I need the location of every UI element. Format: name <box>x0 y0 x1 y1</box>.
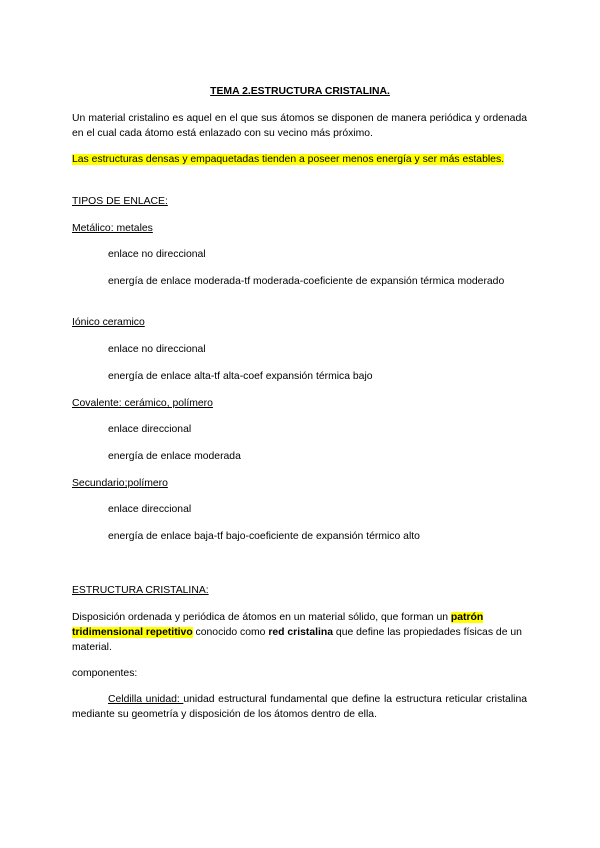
bond-heading-ionico: Iónico ceramico <box>72 317 145 328</box>
estructura-text: que define las propiedades físicas de un material. <box>72 627 522 653</box>
highlight-note <box>72 152 527 167</box>
red-cristalina-term: red cristalina <box>268 627 334 638</box>
celdilla-term: Celdilla unidad: <box>108 694 184 705</box>
estructura-text: conocido como <box>192 627 269 638</box>
bond-item: enlace no direccional <box>108 344 206 355</box>
bond-heading-metalico: Metálico: metales <box>72 223 153 234</box>
bond-item: energía de enlace baja-tf bajo-coeficiente de expansión térmico alto <box>108 531 420 542</box>
celdilla-definition: unidad estructural fundamental que define la estructura reticular cristalina mediante su geometría y disposición de los átomos dentro de ella. <box>72 694 527 720</box>
bond-heading-secundario: Secundario;polímero <box>72 478 168 489</box>
estructura-heading: ESTRUCTURA CRISTALINA: <box>72 585 209 596</box>
highlight-note-text: Las estructuras densas y empaquetadas tienden a poseer menos energía y ser más estables. <box>72 154 505 165</box>
intro-paragraph: Un material cristalino es aquel en el que sus átomos se disponen de manera periódica y ordenada en el cual cada átomo está enlazado con su vecino más próximo. <box>72 113 527 139</box>
patron-term: patrón tridimensional repetitivo <box>72 612 484 638</box>
bond-item: enlace direccional <box>108 424 192 435</box>
bond-item: enlace no direccional <box>108 249 206 260</box>
tipos-heading: TIPOS DE ENLACE: <box>72 196 168 207</box>
bond-item: energía de enlace alta-tf alta-coef expansión térmica bajo <box>108 371 373 382</box>
bond-item: enlace direccional <box>108 504 192 515</box>
estructura-text: Disposición ordenada y periódica de átomos en un material sólido, que forman un <box>72 612 451 623</box>
document-title: TEMA 2.ESTRUCTURA CRISTALINA. <box>210 86 390 97</box>
bond-item: energía de enlace moderada <box>108 451 241 462</box>
bond-item: energía de enlace moderada-tf moderada-coeficiente de expansión térmica moderado <box>108 276 505 287</box>
celdilla-paragraph <box>72 692 527 722</box>
componentes-label: componentes: <box>72 668 138 679</box>
estructura-paragraph <box>72 610 527 655</box>
bond-heading-covalente: Covalente: cerámico, polímero <box>72 398 213 409</box>
